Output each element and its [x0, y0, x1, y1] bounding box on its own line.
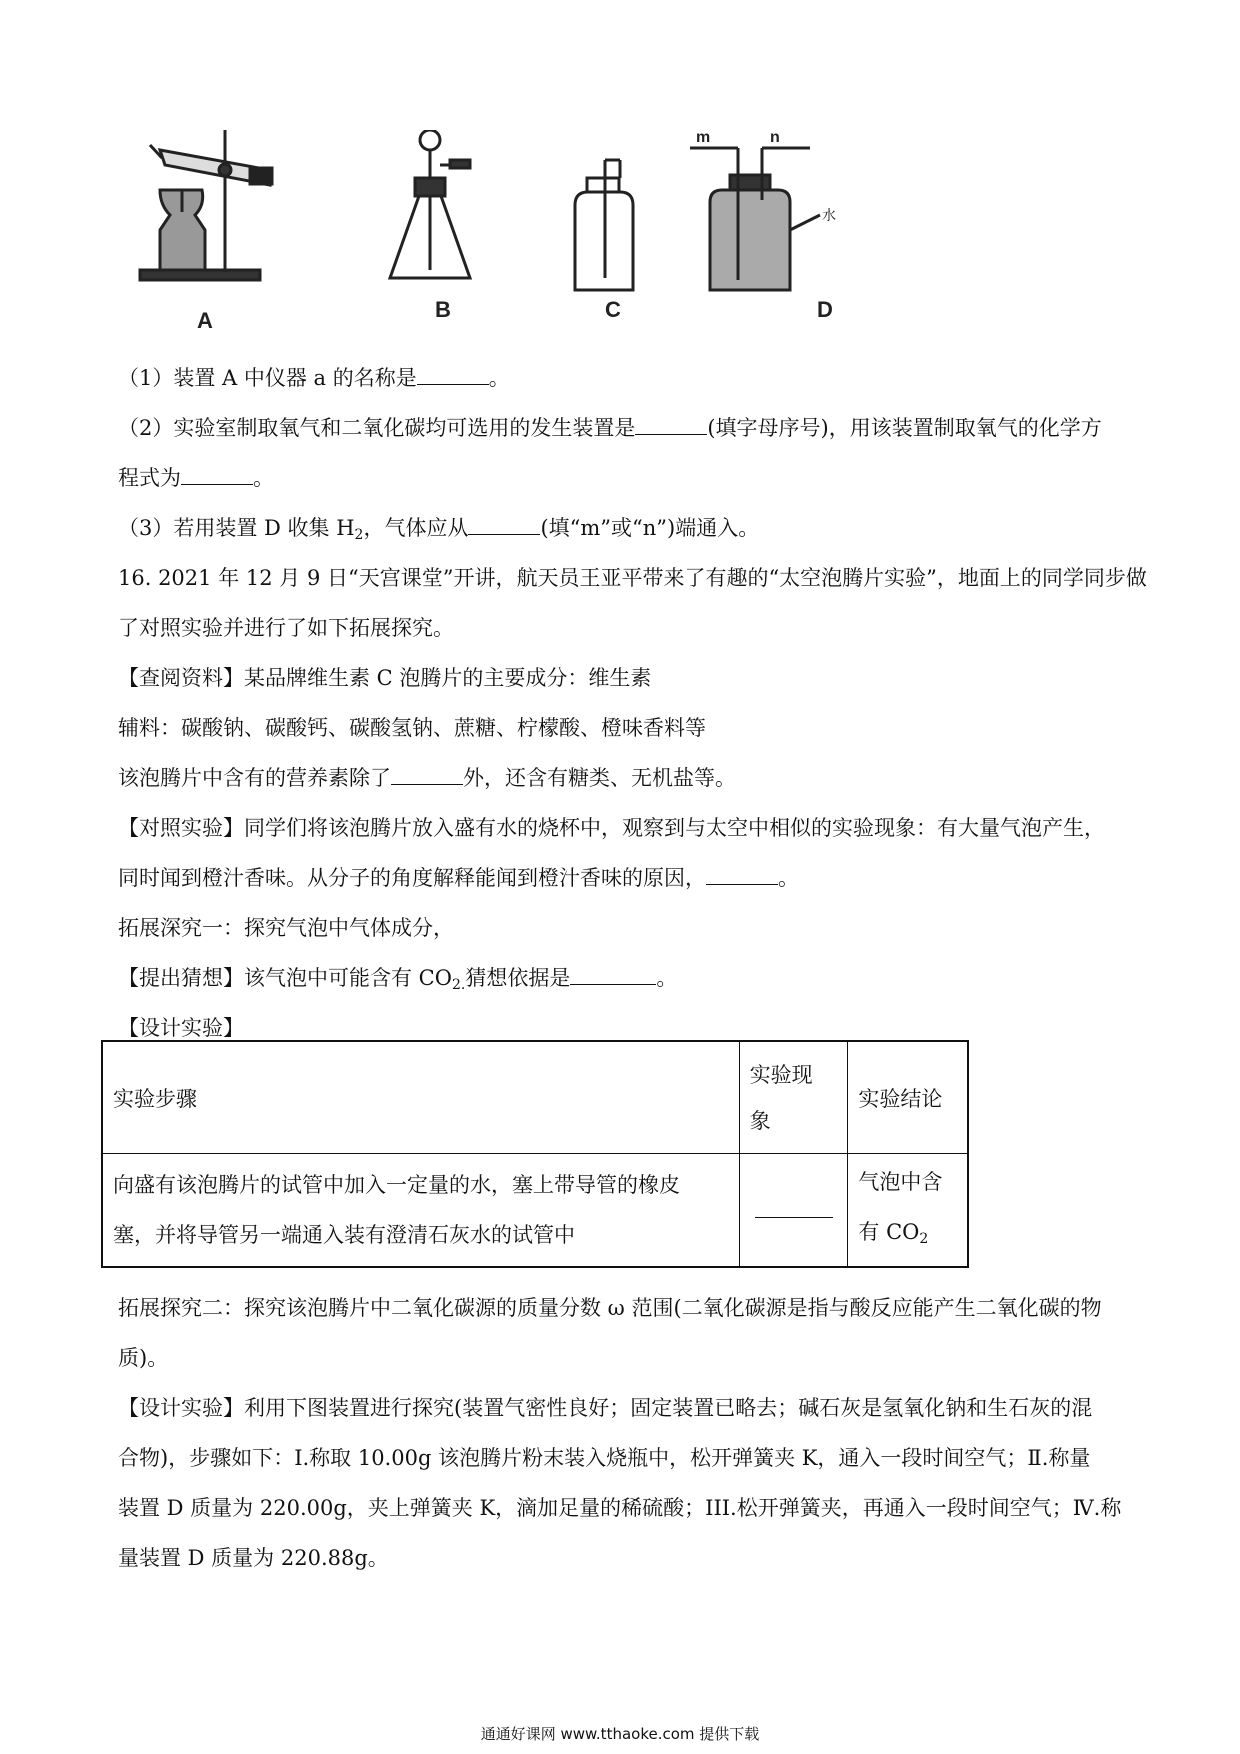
- question-2-line-1: （2）实验室制取氧气和二氧化碳均可选用的发生装置是 (填字母序号)，用该装置制取氧气的化学方: [118, 416, 1102, 440]
- header-steps: 实验步骤: [102, 1041, 739, 1154]
- figure-label-b: B: [435, 297, 451, 322]
- apparatus-a-illustration: [140, 130, 272, 280]
- question-16-line-1: 16. 2021 年 12 月 9 日“天宫课堂”开讲，航天员王亚平带来了有趣的“太空泡腾片实验”，地面上的同学同步做: [118, 566, 1147, 590]
- extension-1-title: 拓展深究一：探究气泡中气体成分，: [118, 916, 454, 940]
- hypothesis: 【提出猜想】该气泡中可能含有 $CO_{2.}$猜想依据是 。: [118, 966, 678, 993]
- answer-blank: [391, 764, 463, 785]
- design-2-line-4: 量装置 D 质量为 220.88g。: [118, 1546, 389, 1570]
- figure-label-c: C: [605, 297, 621, 322]
- phenomenon-cell: [739, 1154, 848, 1268]
- question-3: （3）若用装置 D 收集 $H_2$，气体应从 (填“m”或“n”)端通入。: [118, 516, 760, 543]
- nutrients-question: 该泡腾片中含有的营养素除了 外，还含有糖类、无机盐等。: [118, 766, 736, 790]
- answer-blank: [468, 514, 540, 535]
- table-header-row: [102, 1041, 968, 1154]
- answer-blank: [417, 364, 489, 385]
- experiment-design-table: [101, 1040, 969, 1268]
- svg-text:n: n: [770, 130, 780, 146]
- answer-blank: [755, 1197, 833, 1218]
- apparatus-d-illustration: [690, 130, 836, 290]
- svg-text:水: 水: [822, 208, 836, 224]
- answer-blank: [570, 964, 656, 985]
- design-2-line-3: 装置 D 质量为 220.00g，夹上弹簧夹 K，滴加足量的稀硫酸；III.松开弹簧夹，再通入一段时间空气；Ⅳ.称: [118, 1496, 1122, 1520]
- question-16-line-2: 了对照实验并进行了如下拓展探究。: [118, 616, 454, 640]
- header-conclusion: 实验结论: [848, 1041, 968, 1154]
- step-cell: 向盛有该泡腾片的试管中加入一定量的水，塞上带导管的橡皮 塞，并将导管另一端通入装有澄清石灰水的试管中: [102, 1154, 739, 1268]
- question-1: （1）装置 A 中仪器 a 的名称是 。: [118, 366, 510, 390]
- design-experiment-label: 【设计实验】: [118, 1016, 244, 1040]
- page-footer: 通通好课网 www.tthaoke.com 提供下载: [480, 1725, 760, 1743]
- svg-text:m: m: [696, 130, 711, 146]
- apparatus-figures: [130, 130, 1030, 330]
- reference-materials: 【查阅资料】某品牌维生素 C 泡腾片的主要成分：维生素: [118, 666, 652, 690]
- table-row: [102, 1154, 968, 1268]
- apparatus-b-illustration: [390, 130, 470, 278]
- auxiliary-ingredients: 辅料：碳酸钠、碳酸钙、碳酸氢钠、蔗糖、柠檬酸、橙味香料等: [118, 716, 706, 740]
- figure-label-a: A: [197, 308, 213, 333]
- extension-2-line-2: 质)。: [118, 1346, 169, 1370]
- conclusion-cell: 气泡中含 有 $CO_2$: [848, 1154, 968, 1268]
- figure-label-d: D: [817, 297, 833, 322]
- apparatus-c-illustration: [575, 160, 633, 290]
- header-phenomenon: 实验现 象: [739, 1041, 848, 1154]
- control-experiment-line-1: 【对照实验】同学们将该泡腾片放入盛有水的烧杯中，观察到与太空中相似的实验现象：有大量气泡产生，: [118, 816, 1105, 840]
- control-experiment-line-2: 同时闻到橙汁香味。从分子的角度解释能闻到橙汁香味的原因， 。: [118, 866, 799, 890]
- answer-blank: [181, 464, 253, 485]
- extension-2-line-1: 拓展探究二：探究该泡腾片中二氧化碳源的质量分数 ω 范围(二氧化碳源是指与酸反应能产生二氧化碳的物: [118, 1296, 1102, 1320]
- answer-blank: [635, 414, 707, 435]
- question-2-line-2: 程式为 。: [118, 466, 274, 490]
- design-2-line-2: 合物)，步骤如下：Ⅰ.称取 10.00g 该泡腾片粉末装入烧瓶中，松开弹簧夹 K，通入一段时间空气；Ⅱ.称量: [118, 1446, 1091, 1470]
- answer-blank: [706, 864, 778, 885]
- design-2-line-1: 【设计实验】利用下图装置进行探究(装置气密性良好；固定装置已略去；碱石灰是氢氧化钠和生石灰的混: [118, 1396, 1093, 1420]
